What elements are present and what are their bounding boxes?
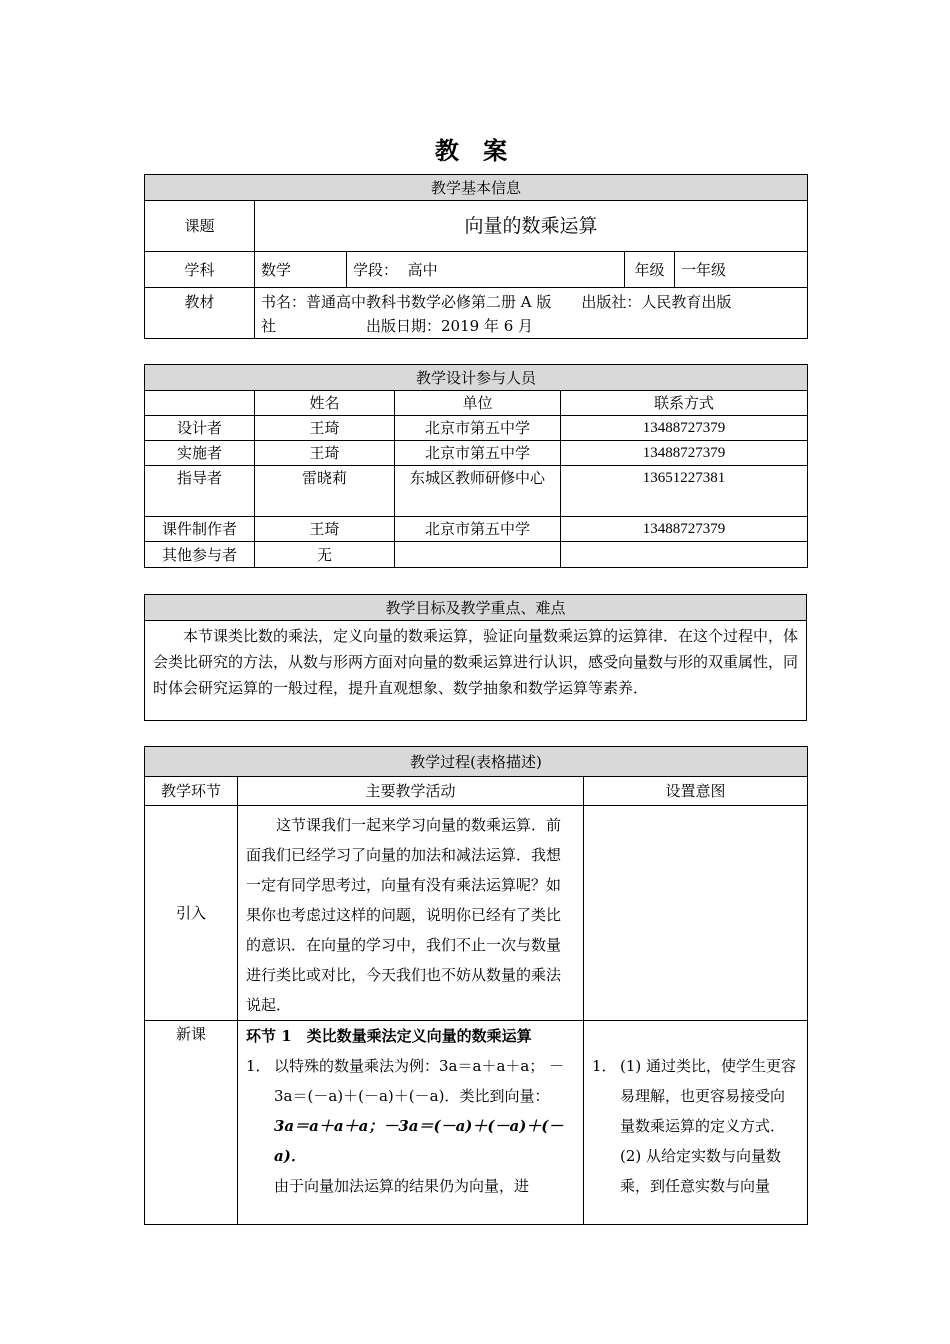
- table-row: [145, 466, 808, 517]
- staff-contact: 13488727379: [561, 416, 808, 441]
- goals-table: [144, 594, 807, 721]
- item-1-analogy: 类比到向量：: [459, 1087, 550, 1105]
- item-1-vector-line: [274, 1111, 575, 1171]
- table-row: [145, 416, 808, 441]
- staff-contact: [561, 542, 808, 568]
- intent-number: 1．: [592, 1057, 617, 1075]
- list-item: [592, 1051, 799, 1201]
- item-1-scalar-b: －3a＝(－a)＋(－a)＋(－a)．: [274, 1057, 565, 1105]
- process-col-intent: 设置意图: [584, 777, 808, 806]
- subject-label: 学科: [145, 252, 255, 288]
- textbook-label: 教材: [145, 288, 255, 339]
- staff-col-role: [145, 391, 255, 416]
- staff-role: 课件制作者: [145, 517, 255, 542]
- staff-unit: [395, 542, 561, 568]
- table-row: [145, 517, 808, 542]
- staff-name: 王琦: [255, 517, 395, 542]
- stage-label: 学段：: [353, 260, 399, 279]
- item-1-vector-a: 3a＝a＋a＋a；: [274, 1117, 384, 1135]
- staff-contact: 13651227381: [561, 466, 808, 517]
- intro-text: 这节课我们一起来学习向量的数乘运算．前面我们已经学习了向量的加法和减法运算．我想一定有同学思考过，向量有没有乘法运算呢？如果你也考虑过这样的问题，说明你已经有了类比的意识．在向量的学习中，我们不止一次与数量进行类比或对比，今天我们也不妨从数量的乘法说起．: [246, 816, 562, 1014]
- stage-cell: [347, 252, 625, 288]
- table-row: [145, 441, 808, 466]
- basic-info-table: [144, 174, 808, 339]
- staff-unit: 北京市第五中学: [395, 441, 561, 466]
- item-1-body: [274, 1051, 575, 1201]
- new-intent: [584, 1021, 808, 1225]
- intent-point-1: (1) 通过类比，使学生更容易理解，也更容易接受向量数乘运算的定义方式．: [620, 1057, 797, 1135]
- topic-label: 课题: [145, 201, 255, 252]
- staff-unit: 东城区教师研修中心: [395, 466, 561, 517]
- table-row: [145, 1021, 808, 1225]
- item-1-vector-b: －3a＝(－a)＋(－a)＋(－a)．: [274, 1117, 564, 1165]
- textbook-info: [255, 288, 808, 339]
- staff-contact: 13488727379: [561, 517, 808, 542]
- subject-value: 数学: [255, 252, 347, 288]
- grade-label: 年级: [625, 252, 675, 288]
- goals-header: 教学目标及教学重点、难点: [145, 595, 807, 621]
- staff-unit: 北京市第五中学: [395, 517, 561, 542]
- staff-role: 其他参与者: [145, 542, 255, 568]
- staff-role: 实施者: [145, 441, 255, 466]
- intro-stage: 引入: [145, 806, 238, 1021]
- staff-col-contact: 联系方式: [561, 391, 808, 416]
- grade-value: 一年级: [675, 252, 808, 288]
- staff-header: 教学设计参与人员: [145, 365, 808, 391]
- process-table: [144, 746, 808, 1225]
- item-1-scalar-a: 3a＝a＋a＋a；: [439, 1057, 545, 1075]
- process-header: 教学过程(表格描述): [145, 747, 808, 777]
- textbook-line-2: 社 出版日期：2019 年 6 月: [261, 317, 534, 335]
- topic-value: 向量的数乘运算: [255, 201, 808, 252]
- staff-col-name: 姓名: [255, 391, 395, 416]
- item-1-number: 1．: [246, 1057, 271, 1075]
- staff-unit: 北京市第五中学: [395, 416, 561, 441]
- section-1-title: 环节 1 类比数量乘法定义向量的数乘运算: [246, 1027, 532, 1045]
- table-row: [145, 542, 808, 568]
- table-row: [145, 806, 808, 1021]
- process-col-activity: 主要教学活动: [238, 777, 584, 806]
- staff-role: 设计者: [145, 416, 255, 441]
- stage-value: 高中: [407, 260, 438, 279]
- staff-name: 王琦: [255, 441, 395, 466]
- staff-contact: 13488727379: [561, 441, 808, 466]
- list-item: [246, 1051, 575, 1201]
- intent-point-2: (2) 从给定实数与向量数乘，到任意实数与向量: [620, 1147, 782, 1195]
- staff-name: 无: [255, 542, 395, 568]
- intro-intent: [584, 806, 808, 1021]
- staff-name: 雷晓莉: [255, 466, 395, 517]
- basic-info-header: 教学基本信息: [145, 175, 808, 201]
- item-1-cont: 由于向量加法运算的结果仍为向量，进: [274, 1177, 530, 1195]
- staff-col-unit: 单位: [395, 391, 561, 416]
- intro-activity: [238, 806, 584, 1021]
- new-stage: 新课: [145, 1021, 238, 1225]
- staff-name: 王琦: [255, 416, 395, 441]
- staff-role: 指导者: [145, 466, 255, 517]
- item-1-lead: 以特殊的数量乘法为例：: [274, 1057, 440, 1075]
- staff-table: [144, 364, 808, 568]
- textbook-line-1: 书名：普通高中教科书数学必修第二册 A 版 出版社：人民教育出版: [261, 293, 732, 311]
- new-activity: [238, 1021, 584, 1225]
- goals-text: 本节课类比数的乘法，定义向量的数乘运算，验证向量数乘运算的运算律．在这个过程中，体会类比研究的方法，从数与形两方面对向量的数乘运算进行认识，感受向量数与形的双重属性，同时体会研究运算的一般过程，提升直观想象、数学抽象和数学运算等素养．: [145, 621, 807, 721]
- process-col-stage: 教学环节: [145, 777, 238, 806]
- intent-body: [620, 1051, 799, 1201]
- document-title: 教 案: [434, 136, 516, 165]
